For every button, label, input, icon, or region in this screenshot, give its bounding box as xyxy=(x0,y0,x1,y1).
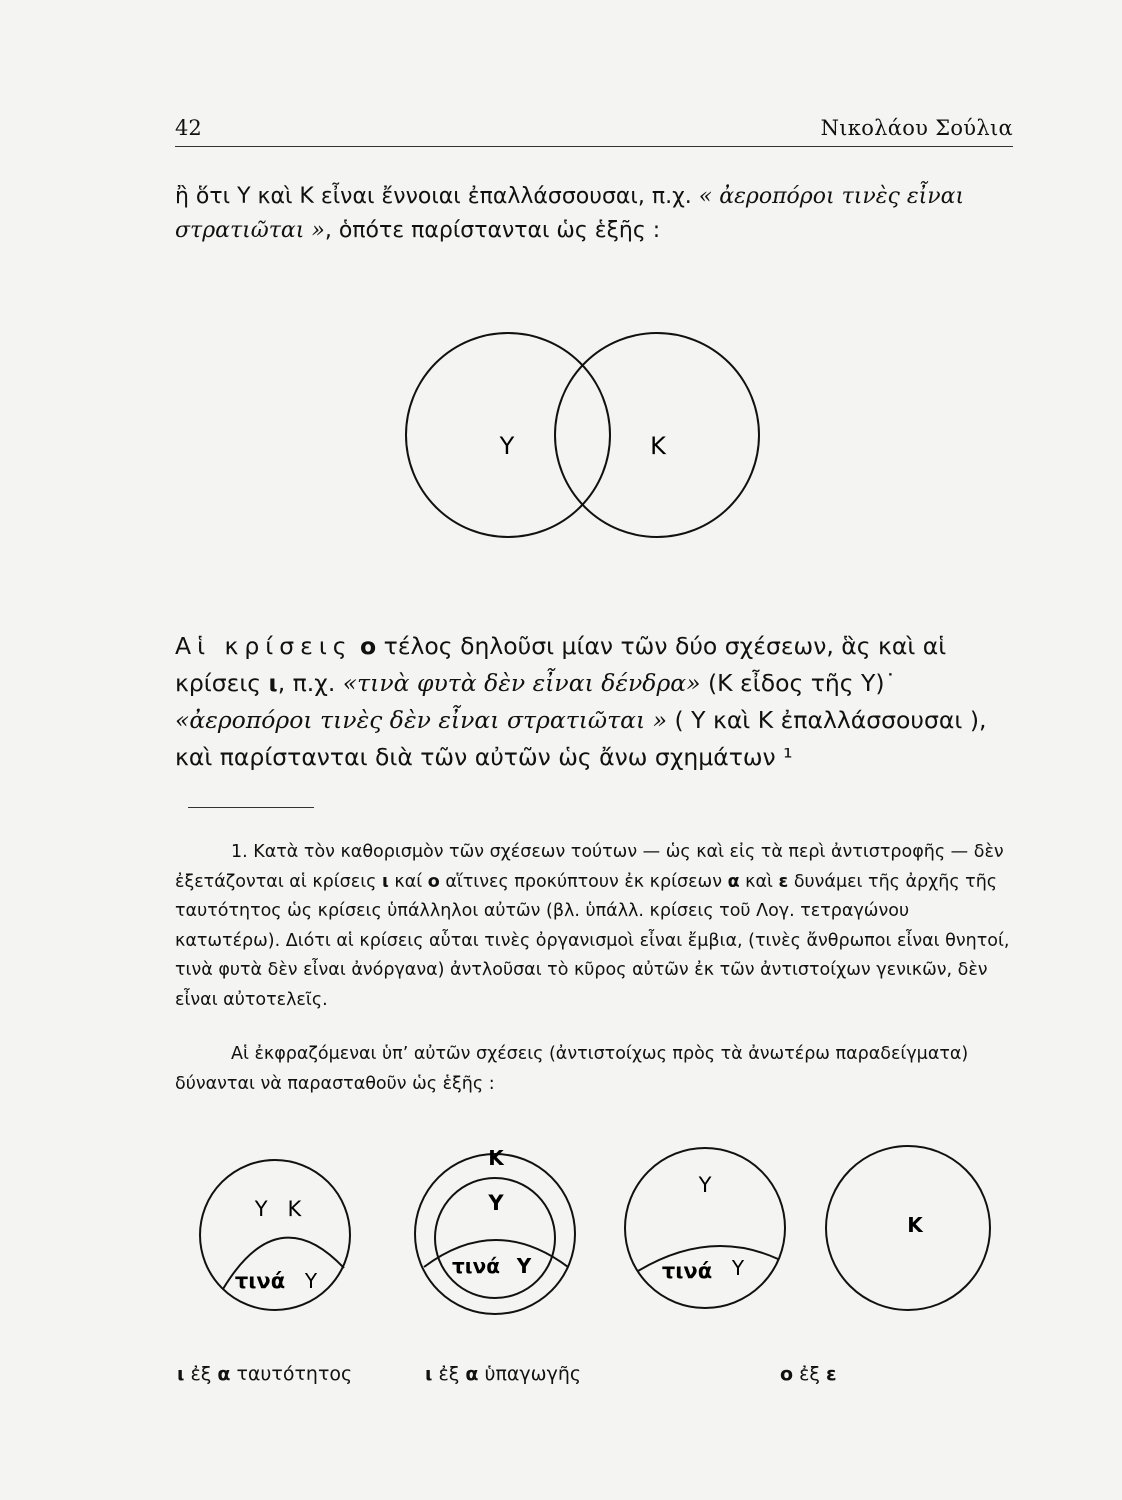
label1-i: ι xyxy=(177,1363,185,1385)
fn1-c: αἵτινες προκύπτουν ἐκ κρίσεων xyxy=(439,871,728,892)
para2-t4: ( Υ καὶ Κ ἐπαλλάσσουσαι ), καὶ παρίστανται διὰ τῶν αὐτῶν ὡς ἄνω σχημάτων ¹ xyxy=(175,706,987,771)
diagram-k-only xyxy=(820,1140,996,1320)
label2-i: ι xyxy=(425,1363,433,1385)
fn1-epsilon-letter: ε xyxy=(778,871,789,892)
paragraph-overlapping-concepts xyxy=(175,180,1015,248)
para2-lead: Αἱ κρίσεις xyxy=(175,632,353,660)
page-number: 42 xyxy=(175,116,202,140)
diagram2-upper-label: Υ xyxy=(488,1191,504,1215)
diagram1-tina: τινά xyxy=(234,1269,286,1293)
diagram4-k: Κ xyxy=(907,1213,923,1237)
fn1-e: δυνάμει τῆς ἀρχῆς τῆς ταυτότητος ὡς κρίσεις ὑπάλληλοι αὐτῶν (βλ. ὑπάλλ. κρίσεις τοῦ Λογ. τετραγώνου κατωτέρω). Διότι αἱ κρίσεις αὗται τινὲς ὀργανισμοὶ εἶναι ἔμβια, (τινὲς ἄνθρωποι εἶναι θνητοί, τινὰ φυτὰ δὲν εἶναι ἀνόργανα) ἀντλοῦσαι τὸ κῦρος αὐτῶν ἐκ τῶν ἀντιστοίχων γενικῶν, δὲν εἶναι αὐτοτελεῖς. xyxy=(175,871,1010,1010)
diagram-subsumption xyxy=(412,1143,577,1323)
diagram3-circle xyxy=(625,1148,785,1308)
fn1-d: καὶ xyxy=(739,871,779,892)
para2-t1: τέλος δηλοῦσι μίαν τῶν δύο σχέσεων, ἃς καὶ αἱ κρίσεις xyxy=(175,632,947,697)
diagram-identity xyxy=(198,1148,358,1323)
diagram3-y: Υ xyxy=(731,1256,745,1280)
label-o-from-e xyxy=(780,1363,837,1385)
label2-ex: ἐξ xyxy=(432,1363,466,1385)
footnote-1 xyxy=(175,838,1017,1015)
diagram3-upper-label: Υ xyxy=(698,1173,712,1197)
fn1-o-letter: ο xyxy=(427,871,440,892)
label3-ex: ἐξ xyxy=(793,1363,827,1385)
diagram1-upper-label: Υ Κ xyxy=(254,1197,302,1221)
para1-quote: « ἀεροπόροι τινὲς εἶναι στρατιῶται » xyxy=(175,184,965,243)
footnote-divider xyxy=(188,807,314,808)
venn-label-right: Κ xyxy=(650,432,666,460)
para2-i-letter: ι xyxy=(268,669,278,697)
running-head: Νικολάου Σούλια xyxy=(820,116,1013,140)
footnote-continuation: Αἱ ἐκφραζόμεναι ὑπ’ αὐτῶν σχέσεις (ἀντιστοίχως πρὸς τὰ ἀνωτέρω παραδείγματα) δύνανται νὰ παρασταθοῦν ὡς ἑξῆς : xyxy=(175,1044,969,1094)
label3-e: ε xyxy=(826,1363,837,1385)
para2-o-letter: ο xyxy=(360,632,377,660)
diagram3-tina: τινά xyxy=(661,1259,713,1283)
page-header xyxy=(175,112,1013,147)
label3-o: ο xyxy=(780,1363,794,1385)
para2-quote-2: «ἀεροπόροι τινὲς δὲν εἶναι στρατιῶται » xyxy=(175,706,668,734)
label-identity xyxy=(177,1363,352,1385)
fn1-i-letter: ι xyxy=(381,871,389,892)
para2-t2: , π.χ. xyxy=(277,669,343,697)
paragraph-o-judgments xyxy=(175,628,1015,776)
venn-label-left: Υ xyxy=(499,432,515,460)
para2-quote-1: «τινὰ φυτὰ δὲν εἶναι δένδρα» xyxy=(342,669,701,697)
label1-ex: ἐξ xyxy=(184,1363,218,1385)
label1-word: ταυτότητος xyxy=(230,1363,353,1385)
diagram1-y: Υ xyxy=(304,1269,318,1293)
para2-t3: (Κ εἶδος τῆς Υ)˙ xyxy=(700,669,897,697)
fn1-alpha-letter: α xyxy=(727,871,740,892)
label1-a: α xyxy=(217,1363,231,1385)
fn1-a: 1. Κατὰ τὸν καθορισμὸν τῶν σχέσεων τούτων — ὡς καὶ εἰς τὰ περὶ ἀντιστροφῆς — δὲν ἐξετάζονται αἱ κρίσεις xyxy=(175,842,1004,892)
diagram2-y: Υ xyxy=(516,1254,532,1278)
venn-diagram-overlapping xyxy=(395,330,775,540)
diagram2-k: Κ xyxy=(488,1146,504,1170)
label-subsumption xyxy=(425,1363,581,1385)
diagram2-tina: τινά xyxy=(452,1254,500,1278)
fn1-b: καί xyxy=(388,871,428,892)
label2-word: ὑπαγωγῆς xyxy=(478,1363,582,1385)
para1-text-a: ἢ ὅτι Υ καὶ Κ εἶναι ἔννοιαι ἐπαλλάσσουσαι, π.χ. xyxy=(175,184,699,209)
label2-a: α xyxy=(465,1363,479,1385)
diagram-partial xyxy=(620,1140,790,1320)
para1-text-b: , ὁπότε παρίστανται ὡς ἑξῆς : xyxy=(324,218,661,243)
